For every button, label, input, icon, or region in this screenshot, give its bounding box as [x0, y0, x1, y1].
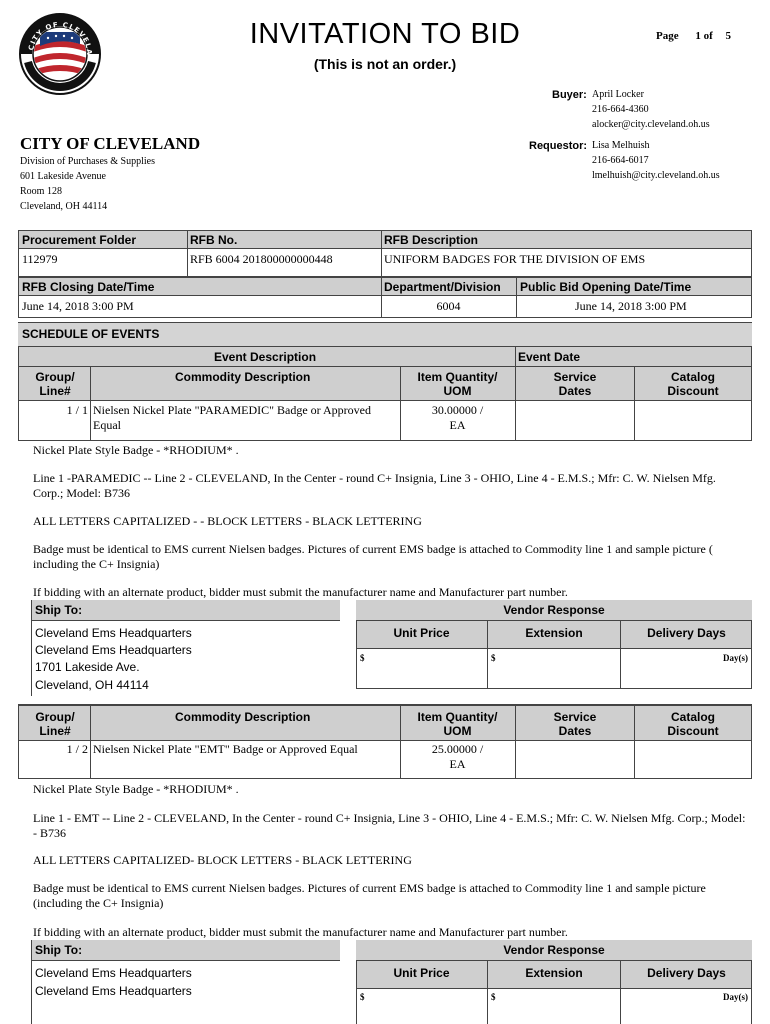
ship-to-line-1: Cleveland Ems Headquarters	[35, 626, 192, 640]
ship-to-line-2: Cleveland Ems Headquarters	[35, 643, 192, 657]
item-alternate-note: If bidding with an alternate product, bidder must submit the manufacturer name and Manufacturer part number.	[33, 585, 568, 599]
delivery-days-input[interactable]	[621, 989, 751, 1024]
page-total: 5	[725, 30, 732, 42]
service-dates-header: Service Dates	[553, 710, 597, 738]
ship-to-label: Ship To:	[35, 603, 83, 617]
procurement-folder-header: Procurement Folder	[22, 233, 137, 247]
dollar-sign: $	[491, 992, 496, 1002]
org-room: Room 128	[20, 186, 62, 197]
service-dates-header: Service Dates	[553, 370, 597, 398]
unit-price-input[interactable]	[357, 649, 486, 688]
ship-to-label: Ship To:	[35, 943, 83, 957]
unit-price-header: Unit Price	[393, 966, 450, 980]
line-number: 1 / 1	[66, 403, 88, 417]
line-uom: EA	[449, 418, 466, 432]
org-street: 601 Lakeside Avenue	[20, 171, 106, 182]
opening-date-value: June 14, 2018 3:00 PM	[575, 299, 687, 313]
catalog-discount-header: Catalog Discount	[667, 710, 719, 738]
extension-header: Extension	[525, 966, 583, 980]
schedule-title: SCHEDULE OF EVENTS	[22, 327, 160, 341]
item-spec: Line 1 - EMT -- Line 2 - CLEVELAND, In the Center - round C+ Insignia, Line 3 - OHIO, Line 4 - E.M.S.; Mfr: C. W. Nielsen Mfg. Corp.; Model: - B736	[33, 811, 746, 840]
unit-price-header: Unit Price	[393, 626, 450, 640]
extension-header: Extension	[525, 626, 583, 640]
procurement-folder-value: 112979	[22, 252, 58, 266]
dollar-sign: $	[360, 992, 365, 1002]
item-note: Nickel Plate Style Badge - *RHODIUM* .	[33, 443, 239, 457]
ship-to-line-2: Cleveland Ems Headquarters	[35, 984, 192, 998]
item-badge-note: Badge must be identical to EMS current Nielsen badges. Pictures of current EMS badge is attached to Commodity line 1 and sample picture ( including the C+ Insignia)	[33, 542, 713, 571]
closing-date-value: June 14, 2018 3:00 PM	[22, 299, 134, 313]
days-unit: Day(s)	[723, 992, 748, 1002]
line-quantity: 25.00000 /	[431, 742, 484, 756]
group-line-header: Group/ Line#	[35, 710, 75, 738]
buyer-phone: 216-664-4360	[592, 104, 649, 115]
delivery-days-header: Delivery Days	[647, 966, 726, 980]
extension-input[interactable]	[488, 649, 619, 688]
line-quantity: 30.00000 /	[431, 403, 484, 417]
requestor-name: Lisa Melhuish	[592, 140, 650, 151]
page-number: 1	[695, 30, 701, 42]
item-lettering: ALL LETTERS CAPITALIZED- BLOCK LETTERS - BLACK LETTERING	[33, 853, 412, 867]
closing-date-header: RFB Closing Date/Time	[22, 280, 155, 294]
catalog-discount-header: Catalog Discount	[667, 370, 719, 398]
ship-to-line-1: Cleveland Ems Headquarters	[35, 966, 192, 980]
vendor-response-title: Vendor Response	[503, 943, 605, 957]
rfb-no-header: RFB No.	[190, 233, 238, 247]
page-indicator	[656, 30, 731, 42]
ship-to-line-4: Cleveland, OH 44114	[35, 678, 149, 692]
line-uom: EA	[449, 757, 466, 771]
dollar-sign: $	[360, 653, 365, 663]
commodity-header: Commodity Description	[175, 370, 311, 384]
item-alternate-note: If bidding with an alternate product, bidder must submit the manufacturer name and Manufacturer part number.	[33, 925, 568, 939]
rfb-description-value: UNIFORM BADGES FOR THE DIVISION OF EMS	[384, 252, 646, 266]
ship-to-line-3: 1701 Lakeside Ave.	[35, 660, 140, 674]
qty-header: Item Quantity/ UOM	[417, 710, 498, 738]
org-city: Cleveland, OH 44114	[20, 201, 108, 212]
line-number: 1 / 2	[66, 742, 88, 756]
page-label: Page	[656, 30, 679, 42]
rfb-no-value: RFB 6004 201800000000448	[190, 252, 333, 266]
days-unit: Day(s)	[723, 653, 748, 663]
department-value: 6004	[436, 299, 461, 313]
item-spec: Line 1 -PARAMEDIC -- Line 2 - CLEVELAND, In the Center - round C+ Insignia, Line 3 - OHIO, Line 4 - E.M.S.; Mfr: C. W. Nielsen Mfg. Corp.; Model: B736	[33, 471, 716, 500]
requestor-email: lmelhuish@city.cleveland.oh.us	[592, 170, 720, 181]
requestor-label: Requestor:	[529, 140, 588, 152]
buyer-label: Buyer:	[552, 89, 587, 101]
page-subtitle: (This is not an order.)	[313, 56, 457, 72]
item-badge-note: Badge must be identical to EMS current Nielsen badges. Pictures of current EMS badge is attached to Commodity line 1 and sample picture (including the C+ Insignia)	[33, 881, 706, 910]
page-title: INVITATION TO BID	[249, 18, 521, 50]
line-description: Nielsen Nickel Plate "EMT" Badge or Approved Equal	[93, 742, 358, 756]
opening-date-header: Public Bid Opening Date/Time	[520, 280, 692, 294]
page-of: of	[703, 30, 713, 42]
buyer-email: alocker@city.cleveland.oh.us	[592, 119, 710, 130]
group-line-header: Group/ Line#	[35, 370, 75, 398]
qty-header: Item Quantity/ UOM	[417, 370, 498, 398]
unit-price-input[interactable]	[357, 989, 486, 1024]
rfb-description-header: RFB Description	[384, 233, 479, 247]
line-description: Nielsen Nickel Plate "PARAMEDIC" Badge or Approved Equal	[93, 403, 371, 432]
org-name: CITY OF CLEVELAND	[20, 134, 201, 153]
department-header: Department/Division	[384, 280, 501, 294]
item-note: Nickel Plate Style Badge - *RHODIUM* .	[33, 782, 239, 796]
extension-input[interactable]	[488, 989, 619, 1024]
delivery-days-input[interactable]	[621, 649, 751, 688]
event-date-header: Event Date	[518, 350, 581, 364]
org-division: Division of Purchases & Supplies	[20, 156, 155, 167]
event-description-header: Event Description	[214, 350, 317, 364]
commodity-header: Commodity Description	[175, 710, 311, 724]
vendor-response-title: Vendor Response	[503, 603, 605, 617]
item-lettering: ALL LETTERS CAPITALIZED - - BLOCK LETTERS - BLACK LETTERING	[33, 514, 422, 528]
seal-text: CITY OF CLEVELA	[27, 20, 94, 56]
buyer-name: April Locker	[592, 89, 644, 100]
dollar-sign: $	[491, 653, 496, 663]
delivery-days-header: Delivery Days	[647, 626, 726, 640]
requestor-phone: 216-664-6017	[592, 155, 649, 166]
